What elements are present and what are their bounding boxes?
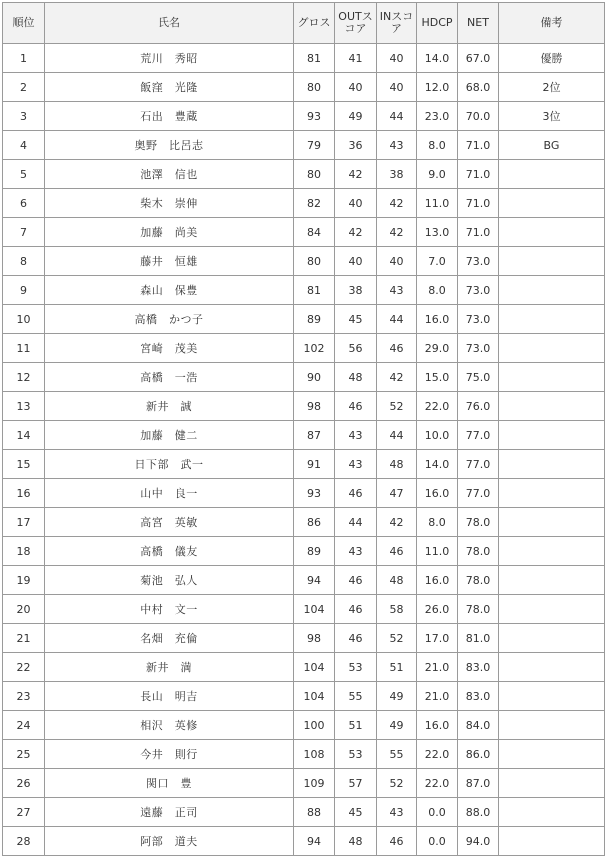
cell-gross: 79: [294, 131, 335, 160]
cell-in-score: 51: [377, 653, 417, 682]
table-row: [3, 740, 605, 769]
cell-net: 71.0: [458, 189, 499, 218]
cell-net: 70.0: [458, 102, 499, 131]
table-row: [3, 102, 605, 131]
cell-rank: 18: [3, 537, 45, 566]
table-row: [3, 682, 605, 711]
cell-hdcp: 22.0: [417, 769, 458, 798]
cell-rank: 26: [3, 769, 45, 798]
cell-rank: 8: [3, 247, 45, 276]
cell-hdcp: 8.0: [417, 131, 458, 160]
cell-note: [499, 218, 605, 247]
cell-hdcp: 14.0: [417, 44, 458, 73]
table-row: [3, 798, 605, 827]
cell-name: 新井 満: [45, 653, 294, 682]
cell-in-score: 49: [377, 711, 417, 740]
cell-name: 新井 誠: [45, 392, 294, 421]
table-row: [3, 73, 605, 102]
cell-net: 87.0: [458, 769, 499, 798]
cell-hdcp: 16.0: [417, 566, 458, 595]
cell-gross: 108: [294, 740, 335, 769]
cell-note: [499, 450, 605, 479]
cell-rank: 23: [3, 682, 45, 711]
cell-note: [499, 566, 605, 595]
cell-net: 75.0: [458, 363, 499, 392]
table-row: [3, 363, 605, 392]
cell-name: 今井 則行: [45, 740, 294, 769]
cell-out-score: 40: [335, 247, 377, 276]
header-in-score: INスコア: [377, 3, 417, 44]
cell-gross: 102: [294, 334, 335, 363]
cell-note: [499, 537, 605, 566]
cell-gross: 89: [294, 537, 335, 566]
cell-gross: 93: [294, 102, 335, 131]
table-row: [3, 131, 605, 160]
cell-in-score: 42: [377, 508, 417, 537]
cell-gross: 100: [294, 711, 335, 740]
cell-hdcp: 0.0: [417, 798, 458, 827]
table-header: [3, 3, 605, 44]
cell-in-score: 52: [377, 624, 417, 653]
table-row: [3, 711, 605, 740]
header-hdcp: HDCP: [417, 3, 458, 44]
cell-note: [499, 334, 605, 363]
cell-rank: 10: [3, 305, 45, 334]
cell-net: 71.0: [458, 131, 499, 160]
cell-out-score: 46: [335, 595, 377, 624]
cell-hdcp: 16.0: [417, 305, 458, 334]
cell-rank: 20: [3, 595, 45, 624]
table-row: [3, 769, 605, 798]
cell-rank: 17: [3, 508, 45, 537]
results-table: [2, 2, 605, 856]
cell-net: 83.0: [458, 653, 499, 682]
cell-net: 86.0: [458, 740, 499, 769]
table-body: [3, 44, 605, 856]
cell-gross: 109: [294, 769, 335, 798]
cell-net: 84.0: [458, 711, 499, 740]
table-row: [3, 218, 605, 247]
cell-note: [499, 479, 605, 508]
header-row: [3, 3, 605, 44]
cell-gross: 104: [294, 595, 335, 624]
cell-note: [499, 827, 605, 856]
header-gross: グロス: [294, 3, 335, 44]
cell-hdcp: 11.0: [417, 189, 458, 218]
cell-out-score: 40: [335, 189, 377, 218]
cell-net: 94.0: [458, 827, 499, 856]
cell-rank: 6: [3, 189, 45, 218]
cell-in-score: 40: [377, 73, 417, 102]
cell-out-score: 46: [335, 566, 377, 595]
cell-gross: 94: [294, 827, 335, 856]
cell-name: 宮崎 茂美: [45, 334, 294, 363]
cell-rank: 9: [3, 276, 45, 305]
cell-name: 阿部 道夫: [45, 827, 294, 856]
cell-gross: 81: [294, 44, 335, 73]
cell-net: 73.0: [458, 334, 499, 363]
cell-gross: 86: [294, 508, 335, 537]
cell-net: 78.0: [458, 566, 499, 595]
cell-name: 菊池 弘人: [45, 566, 294, 595]
cell-out-score: 43: [335, 421, 377, 450]
cell-in-score: 47: [377, 479, 417, 508]
cell-out-score: 42: [335, 160, 377, 189]
cell-name: 池澤 信也: [45, 160, 294, 189]
cell-in-score: 48: [377, 566, 417, 595]
cell-name: 森山 保豊: [45, 276, 294, 305]
cell-out-score: 51: [335, 711, 377, 740]
cell-hdcp: 21.0: [417, 682, 458, 711]
cell-hdcp: 23.0: [417, 102, 458, 131]
cell-in-score: 43: [377, 131, 417, 160]
cell-hdcp: 10.0: [417, 421, 458, 450]
cell-net: 81.0: [458, 624, 499, 653]
cell-rank: 13: [3, 392, 45, 421]
cell-gross: 98: [294, 624, 335, 653]
cell-name: 高橋 一浩: [45, 363, 294, 392]
cell-net: 67.0: [458, 44, 499, 73]
cell-net: 77.0: [458, 479, 499, 508]
cell-net: 73.0: [458, 305, 499, 334]
cell-out-score: 46: [335, 624, 377, 653]
cell-net: 71.0: [458, 160, 499, 189]
cell-net: 73.0: [458, 276, 499, 305]
cell-net: 76.0: [458, 392, 499, 421]
cell-out-score: 48: [335, 363, 377, 392]
cell-out-score: 42: [335, 218, 377, 247]
table-row: [3, 595, 605, 624]
cell-note: [499, 189, 605, 218]
cell-hdcp: 21.0: [417, 653, 458, 682]
cell-hdcp: 22.0: [417, 392, 458, 421]
cell-out-score: 53: [335, 653, 377, 682]
cell-in-score: 42: [377, 189, 417, 218]
cell-in-score: 40: [377, 247, 417, 276]
cell-gross: 94: [294, 566, 335, 595]
cell-note: [499, 392, 605, 421]
cell-hdcp: 12.0: [417, 73, 458, 102]
cell-in-score: 52: [377, 392, 417, 421]
cell-out-score: 56: [335, 334, 377, 363]
cell-net: 88.0: [458, 798, 499, 827]
cell-hdcp: 9.0: [417, 160, 458, 189]
cell-note: [499, 798, 605, 827]
cell-hdcp: 8.0: [417, 276, 458, 305]
cell-net: 68.0: [458, 73, 499, 102]
cell-note: [499, 682, 605, 711]
cell-net: 71.0: [458, 218, 499, 247]
table-row: [3, 160, 605, 189]
cell-note: [499, 363, 605, 392]
table-row: [3, 827, 605, 856]
cell-net: 78.0: [458, 508, 499, 537]
cell-out-score: 48: [335, 827, 377, 856]
cell-net: 73.0: [458, 247, 499, 276]
cell-note: [499, 653, 605, 682]
cell-rank: 12: [3, 363, 45, 392]
cell-gross: 84: [294, 218, 335, 247]
cell-gross: 81: [294, 276, 335, 305]
cell-name: 飯窪 光隆: [45, 73, 294, 102]
cell-rank: 25: [3, 740, 45, 769]
cell-rank: 5: [3, 160, 45, 189]
cell-hdcp: 17.0: [417, 624, 458, 653]
cell-name: 奥野 比呂志: [45, 131, 294, 160]
cell-out-score: 45: [335, 305, 377, 334]
cell-note: 3位: [499, 102, 605, 131]
cell-note: BG: [499, 131, 605, 160]
cell-gross: 104: [294, 682, 335, 711]
cell-hdcp: 0.0: [417, 827, 458, 856]
table-row: [3, 508, 605, 537]
table-row: [3, 392, 605, 421]
cell-hdcp: 22.0: [417, 740, 458, 769]
cell-out-score: 46: [335, 392, 377, 421]
cell-net: 77.0: [458, 421, 499, 450]
cell-out-score: 45: [335, 798, 377, 827]
cell-net: 78.0: [458, 595, 499, 624]
header-net: NET: [458, 3, 499, 44]
cell-hdcp: 26.0: [417, 595, 458, 624]
cell-gross: 88: [294, 798, 335, 827]
cell-name: 日下部 武一: [45, 450, 294, 479]
cell-in-score: 44: [377, 102, 417, 131]
cell-name: 関口 豊: [45, 769, 294, 798]
table-row: [3, 189, 605, 218]
cell-out-score: 43: [335, 450, 377, 479]
cell-hdcp: 16.0: [417, 479, 458, 508]
cell-rank: 3: [3, 102, 45, 131]
cell-hdcp: 29.0: [417, 334, 458, 363]
cell-in-score: 42: [377, 218, 417, 247]
cell-out-score: 53: [335, 740, 377, 769]
cell-note: 優勝: [499, 44, 605, 73]
cell-note: [499, 769, 605, 798]
header-note: 備考: [499, 3, 605, 44]
cell-note: [499, 508, 605, 537]
cell-name: 加藤 健二: [45, 421, 294, 450]
cell-rank: 4: [3, 131, 45, 160]
cell-note: [499, 160, 605, 189]
cell-gross: 98: [294, 392, 335, 421]
cell-net: 78.0: [458, 537, 499, 566]
cell-rank: 24: [3, 711, 45, 740]
cell-rank: 11: [3, 334, 45, 363]
cell-note: [499, 711, 605, 740]
cell-in-score: 42: [377, 363, 417, 392]
table-row: [3, 247, 605, 276]
cell-note: 2位: [499, 73, 605, 102]
cell-name: 加藤 尚美: [45, 218, 294, 247]
cell-rank: 19: [3, 566, 45, 595]
cell-hdcp: 15.0: [417, 363, 458, 392]
cell-name: 高橋 かつ子: [45, 305, 294, 334]
header-rank: 順位: [3, 3, 45, 44]
table-row: [3, 334, 605, 363]
cell-note: [499, 305, 605, 334]
cell-out-score: 57: [335, 769, 377, 798]
cell-in-score: 43: [377, 276, 417, 305]
cell-name: 山中 良一: [45, 479, 294, 508]
cell-name: 名畑 充倫: [45, 624, 294, 653]
cell-out-score: 40: [335, 73, 377, 102]
cell-out-score: 43: [335, 537, 377, 566]
table-row: [3, 276, 605, 305]
cell-name: 藤井 恒雄: [45, 247, 294, 276]
cell-in-score: 46: [377, 334, 417, 363]
cell-in-score: 44: [377, 305, 417, 334]
cell-hdcp: 8.0: [417, 508, 458, 537]
cell-rank: 7: [3, 218, 45, 247]
cell-in-score: 52: [377, 769, 417, 798]
cell-net: 77.0: [458, 450, 499, 479]
cell-out-score: 49: [335, 102, 377, 131]
cell-gross: 80: [294, 160, 335, 189]
cell-note: [499, 247, 605, 276]
cell-gross: 82: [294, 189, 335, 218]
cell-note: [499, 740, 605, 769]
table-row: [3, 537, 605, 566]
cell-hdcp: 13.0: [417, 218, 458, 247]
cell-hdcp: 7.0: [417, 247, 458, 276]
cell-rank: 2: [3, 73, 45, 102]
cell-out-score: 44: [335, 508, 377, 537]
table-row: [3, 479, 605, 508]
cell-in-score: 38: [377, 160, 417, 189]
cell-gross: 91: [294, 450, 335, 479]
cell-in-score: 40: [377, 44, 417, 73]
cell-rank: 1: [3, 44, 45, 73]
cell-gross: 90: [294, 363, 335, 392]
cell-note: [499, 421, 605, 450]
table-row: [3, 566, 605, 595]
cell-hdcp: 16.0: [417, 711, 458, 740]
cell-out-score: 46: [335, 479, 377, 508]
cell-rank: 27: [3, 798, 45, 827]
table-row: [3, 44, 605, 73]
cell-in-score: 55: [377, 740, 417, 769]
cell-name: 高橋 儀友: [45, 537, 294, 566]
cell-name: 長山 明吉: [45, 682, 294, 711]
cell-name: 高宮 英敏: [45, 508, 294, 537]
cell-out-score: 36: [335, 131, 377, 160]
header-out-score: OUTスコア: [335, 3, 377, 44]
cell-gross: 80: [294, 247, 335, 276]
cell-rank: 15: [3, 450, 45, 479]
cell-gross: 89: [294, 305, 335, 334]
cell-gross: 104: [294, 653, 335, 682]
cell-note: [499, 276, 605, 305]
cell-gross: 93: [294, 479, 335, 508]
table-row: [3, 305, 605, 334]
cell-name: 荒川 秀昭: [45, 44, 294, 73]
table-row: [3, 450, 605, 479]
cell-name: 柴木 崇伸: [45, 189, 294, 218]
cell-in-score: 43: [377, 798, 417, 827]
cell-net: 83.0: [458, 682, 499, 711]
cell-gross: 87: [294, 421, 335, 450]
cell-note: [499, 595, 605, 624]
header-name: 氏名: [45, 3, 294, 44]
cell-out-score: 38: [335, 276, 377, 305]
cell-in-score: 48: [377, 450, 417, 479]
cell-in-score: 46: [377, 827, 417, 856]
cell-in-score: 46: [377, 537, 417, 566]
cell-rank: 14: [3, 421, 45, 450]
cell-in-score: 49: [377, 682, 417, 711]
cell-name: 相沢 英修: [45, 711, 294, 740]
cell-note: [499, 624, 605, 653]
table-row: [3, 421, 605, 450]
cell-out-score: 41: [335, 44, 377, 73]
cell-rank: 22: [3, 653, 45, 682]
table-row: [3, 653, 605, 682]
cell-gross: 80: [294, 73, 335, 102]
cell-out-score: 55: [335, 682, 377, 711]
cell-rank: 21: [3, 624, 45, 653]
cell-hdcp: 11.0: [417, 537, 458, 566]
cell-rank: 16: [3, 479, 45, 508]
table-row: [3, 624, 605, 653]
cell-hdcp: 14.0: [417, 450, 458, 479]
cell-rank: 28: [3, 827, 45, 856]
cell-in-score: 44: [377, 421, 417, 450]
cell-name: 中村 文一: [45, 595, 294, 624]
cell-name: 遠藤 正司: [45, 798, 294, 827]
cell-name: 石出 豊蔵: [45, 102, 294, 131]
cell-in-score: 58: [377, 595, 417, 624]
